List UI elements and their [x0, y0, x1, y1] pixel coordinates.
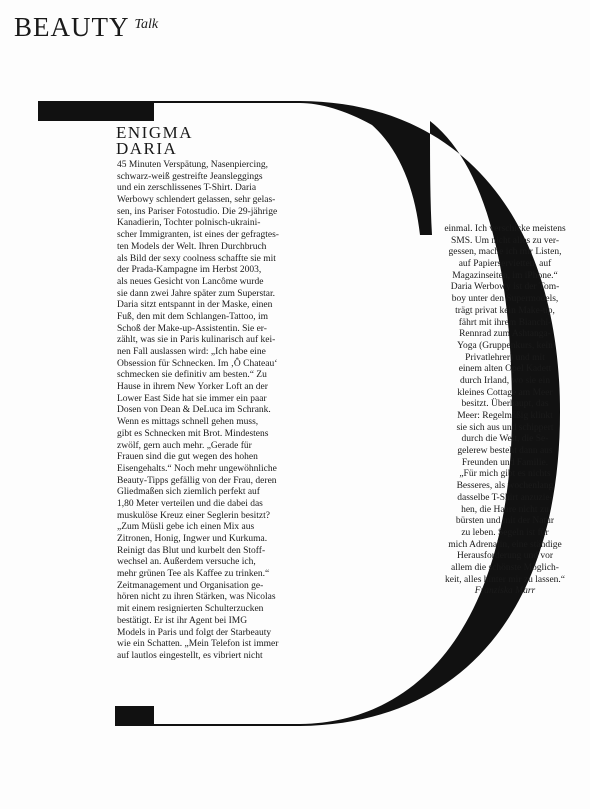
section-subtitle: Talk [134, 17, 159, 32]
body-text-line: sen, ins Pariser Fotostudio. Die 29-jährige [117, 206, 278, 217]
body-text-line: Herausforderung und vor [456, 551, 554, 562]
body-text-line: bestätigt. Er ist ihr Agent bei IMG [117, 615, 248, 626]
body-text-line: Daria sitzt entspannt in der Maske, einen [117, 300, 273, 311]
body-text-line: Fuß, den mit dem Schlangen-Tattoo, im [117, 311, 269, 322]
body-text-line: nen Fall auslassen wird: „Ich habe eine [117, 347, 266, 357]
body-text-line: hören nicht zu ihren Stärken, was Nicolas [117, 592, 276, 603]
body-text-line: zählt, was sie in Paris kulinarisch auf kei- [117, 335, 276, 346]
body-text-line: wie ein Schatten. „Mein Telefon ist immer [117, 639, 279, 650]
body-text-line: bürsten und mit der Natur [455, 516, 555, 527]
author-signature: Franziska Marr [474, 586, 536, 597]
body-text-line: fährt mit ihrem Bianchi- [458, 317, 552, 328]
body-text-line: Dosen von Dean & DeLuca im Schrank. [117, 405, 271, 416]
body-text-line: Meer: Regelmäßig klinkt [457, 411, 553, 421]
body-text-line: dasselbe T-Shirt anzuzie- [457, 492, 553, 503]
body-text-line: gibt es Schnecken mit Brot. Mindestens [117, 428, 269, 439]
body-text-line: allem die schönste Möglich- [451, 562, 559, 573]
article-body-left-column [117, 160, 279, 663]
body-text-line: wechsel an. Außerdem versuche ich, [117, 557, 256, 568]
section-title: BEAUTY [14, 12, 130, 42]
article-body-right-column [420, 224, 590, 598]
body-text-line: auf lautlos eingestellt, es vibriert nicht [117, 650, 263, 661]
body-text-line: Besseres, als wochenlang [456, 481, 554, 492]
body-text-line: Hause in ihrem New Yorker Loft an der [117, 382, 268, 393]
body-text-line: schwarz-weiß gestreifte Jeansleggings [117, 171, 263, 182]
body-text-line: „Für mich gibt es nichts [459, 469, 551, 480]
body-text-line: Frauen sind die gut wegen des hohen [117, 452, 258, 463]
body-text-line: mehr grünen Tee als Kaffee zu trinken.“ [117, 569, 270, 580]
body-text-line: als neues Gesicht von Lancôme wurde [117, 276, 264, 287]
title-line-2: DARIA [116, 139, 178, 158]
body-text-line: ten Models der Welt. Ihren Durchbruch [117, 241, 267, 252]
body-text-line: Yoga (Gruppenkurs, kein [457, 340, 553, 351]
body-text-line: Magazinseiten, im iPhone.“ [452, 270, 558, 281]
article-title [116, 125, 193, 157]
body-text-line: 45 Minuten Verspätung, Nasenpiercing, [117, 160, 269, 170]
body-text-line: mit einem resignierten Schulterzucken [117, 604, 264, 615]
body-text-line: Gliedmaßen sich ziemlich perfekt auf [117, 487, 260, 498]
body-text-line: Freunden und Familie. [461, 457, 549, 468]
body-text-line: Kanadierin, Tochter polnisch-ukraini- [117, 218, 261, 229]
body-text-line: besitzt. Überhaupt, das [461, 399, 549, 410]
body-text-line: der Prada-Kampagne im Herbst 2003, [117, 265, 262, 276]
body-text-line: als Bild der sexy coolness schaffte sie mit [117, 253, 276, 264]
body-text-line: und ein zerschlissenes T-Shirt. Daria [117, 183, 257, 194]
body-text-line: keit, alles hinter mir zu lassen.“ [444, 574, 566, 585]
body-text-line: „Zum Müsli gebe ich einen Mix aus [117, 522, 255, 533]
body-text-line: einmal. Ich verschicke meistens [444, 224, 566, 234]
body-text-line: Zitronen, Honig, Ingwer und Kurkuma. [117, 534, 268, 544]
body-text-line: Privatlehrer) und mit [465, 352, 545, 363]
body-text-line: hen, die Haare nicht zu [461, 504, 549, 515]
body-text-line: Werbowy schlendert gelassen, sehr gelas- [117, 195, 276, 206]
body-text-line: sie sich aus und schippert [456, 422, 554, 433]
d-top-serif [38, 101, 154, 121]
body-text-line: zu leben. Segeln ist für [461, 527, 549, 538]
body-text-line: gessen, mache ich mir Listen, [448, 247, 562, 258]
body-text-line: Daria Werbowy ist der Tom- [450, 282, 560, 293]
d-bottom-serif [115, 706, 154, 726]
body-text-line: schmecken sie definitiv am besten.“ Zu [117, 370, 267, 381]
body-text-line: Eisengehalts.“ Noch mehr ungewöhnliche [117, 463, 277, 474]
body-text-line: Beauty-Tipps gefällig von der Frau, deren [117, 475, 277, 486]
body-text-line: Schoß der Make-up-Assistentin. Sie er- [117, 323, 267, 334]
body-text-line: scher Immigranten, ist eines der gefragtes- [117, 230, 279, 241]
title-line-1: ENIGMA [116, 123, 193, 142]
body-text-line: Lower East Side hat sie immer ein paar [117, 393, 267, 404]
body-text-line: boy unter den Supermodels, [451, 294, 559, 305]
body-text-line: durch die Welt, die Se- [461, 434, 549, 445]
body-text-line: mich Adrenalin, eine ständige [448, 539, 562, 550]
body-text-line: Obsession für Schnecken. Im ‚Ô Chateau‘ [117, 358, 278, 369]
body-text-line: sie dann zwei Jahre später zum Superstar. [117, 288, 276, 299]
body-text-line: Rennrad zum Ashtanga- [459, 329, 551, 340]
body-text-line: Models in Paris und folgt der Starbeauty [117, 627, 272, 638]
body-text-line: zwölf, gern auch mehr. „Gerade für [117, 440, 252, 451]
body-text-line: auf Papierservietten, auf [458, 259, 552, 270]
body-text-line: Wenn es mittags schnell gehen muss, [117, 417, 259, 428]
body-text-line: muskulöse Kreuz einer Seglerin besitzt? [117, 510, 271, 521]
body-text-line: Reinigt das Blut und kurbelt den Stoff- [117, 545, 266, 556]
body-text-line: durch Irland, wo sie ein [460, 375, 550, 386]
body-text-line: kleines Cottage am Meer [457, 387, 553, 398]
body-text-line: 1,80 Meter verteilen und die dabei das [117, 498, 263, 509]
body-text-line: trägt privat kein Make-up, [455, 305, 555, 316]
body-text-line: SMS. Um nicht alles zu ver- [451, 235, 559, 246]
body-text-line: gelerew besteht dann aus [457, 446, 553, 457]
body-text-line: einem alten Opel Kadett [458, 364, 552, 375]
body-text-line: Zeitmanagement und Organisation ge- [117, 580, 264, 591]
